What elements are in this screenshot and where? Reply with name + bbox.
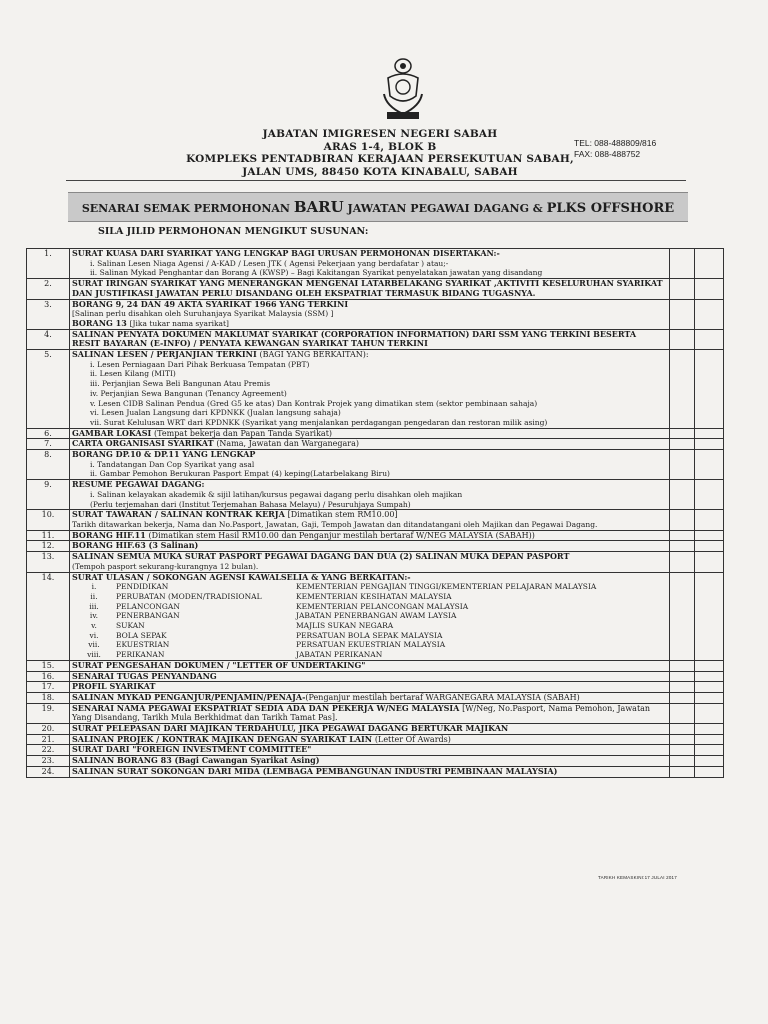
item-description: [70, 541, 670, 552]
item-title: [72, 693, 667, 703]
agency-name: MAJLIS SUKAN NEGARA: [296, 621, 394, 631]
item-title-bold: SALINAN PROJEK / KONTRAK MAJIKAN DENGAN SYARIKAT LAIN: [72, 733, 375, 744]
check-box-2[interactable]: [695, 530, 724, 541]
item-title-bold: PROFIL SYARIKAT: [72, 681, 156, 692]
item-number: 17.: [27, 682, 70, 693]
agency-row: [72, 592, 667, 602]
agency-row: [72, 602, 667, 612]
item-title: [72, 735, 667, 745]
item-title-bold: SURAT KUASA DARI SYARIKAT YANG LENGKAP BAGI URUSAN PERMOHONAN DISERTAKAN:-: [72, 248, 500, 258]
banner-text-3: JAWATAN PEGAWAI DAGANG &: [343, 202, 547, 215]
item-subpoint: i. Salinan kelayakan akademik & sijil latihan/kursus pegawai dagang perlu disahkan oleh majikan: [90, 489, 463, 499]
agency-field: PERIKANAN: [116, 650, 165, 660]
check-box-2[interactable]: [695, 724, 724, 735]
check-box-2[interactable]: [695, 329, 724, 349]
update-date: TARIKH KEMASKINI:17 JULAI 2017: [598, 875, 677, 880]
agency-field: SUKAN: [116, 621, 145, 631]
agency-index: iii.: [89, 601, 99, 611]
title-banner: [68, 192, 688, 222]
checklist-row: [27, 572, 724, 660]
check-box-2[interactable]: [695, 660, 724, 671]
agency-index: v.: [91, 621, 97, 631]
agency-field: PERUBATAN (MODEN/TRADISIONAL: [116, 591, 262, 601]
check-box-2[interactable]: [695, 439, 724, 450]
item-number: 23.: [27, 756, 70, 767]
item-title-bold: SURAT DARI "FOREIGN INVESTMENT COMMITTEE": [72, 744, 312, 755]
agency-field: BOLA SEPAK: [116, 630, 167, 640]
check-box-1[interactable]: [670, 745, 695, 756]
item-title-bold: SALINAN SEMUA MUKA SURAT PASPORT PEGAWAI DAGANG DAN DUA (2) SALINAN MUKA DEPAN PASPORT: [72, 551, 570, 562]
item-description: [70, 671, 670, 682]
agency-row: [72, 640, 667, 650]
item-title: [72, 429, 667, 439]
item-number: 5.: [27, 350, 70, 429]
item-subpoint: i. Lesen Perniagaan Dari Pihak Berkuasa Tempatan (PBT): [90, 359, 310, 369]
item-number: 4.: [27, 329, 70, 349]
item-title: [72, 541, 667, 551]
item-title-note: (Tempat bekerja dan Papan Tanda Syarikat): [154, 428, 333, 438]
item-subpoint: vi. Lesen Jualan Langsung dari KPDNKK (Jualan langsung sahaja): [90, 408, 341, 418]
item-title-bold: SURAT TAWARAN / SALINAN KONTRAK KERJA: [72, 509, 288, 520]
agency-name: KEMENTERIAN PENGAJIAN TINGGI/KEMENTERIAN PELAJARAN MALAYSIA: [296, 582, 597, 592]
item-description: [70, 692, 670, 703]
check-box-1[interactable]: [670, 766, 695, 777]
check-box-1[interactable]: [670, 692, 695, 703]
item-description: [70, 756, 670, 767]
header-line-1: JABATAN IMIGRESEN NEGERI SABAH: [262, 128, 498, 140]
check-box-1[interactable]: [670, 480, 695, 510]
checklist-row: [27, 279, 724, 299]
checklist-row: [27, 530, 724, 541]
item-description: [70, 552, 670, 572]
check-box-1[interactable]: [670, 439, 695, 450]
check-box-1[interactable]: [670, 249, 695, 279]
item-extra-note: [Jika tukar nama syarikat]: [129, 318, 229, 328]
check-box-1[interactable]: [670, 279, 695, 299]
item-title-note: (Dimatikan stem Hasil RM10.00 dan Penganjur mestilah bertaraf W/NEG MALAYSIA (SABAH)): [148, 530, 535, 540]
item-title-bold: SURAT ULASAN / SOKONGAN AGENSI KAWALSELIA & YANG BERKAITAN:-: [72, 571, 411, 582]
agency-index: i.: [91, 582, 97, 592]
item-title-bold: SENARAI TUGAS PENYANDANG: [72, 670, 217, 681]
check-box-2[interactable]: [695, 450, 724, 480]
item-title: [72, 756, 667, 766]
check-box-2[interactable]: [695, 541, 724, 552]
item-title-bold: BORANG DP.10 & DP.11 YANG LENGKAP: [72, 449, 256, 460]
department-header: [180, 128, 580, 178]
check-box-2[interactable]: [695, 756, 724, 767]
item-title-bold: SENARAI NAMA PEGAWAI EKSPATRIAT SEDIA ADA DAN PEKERJA W/NEG MALAYSIA: [72, 702, 463, 713]
item-description: [70, 734, 670, 745]
header-line-4: JALAN UMS, 88450 KOTA KINABALU, SABAH: [242, 165, 518, 178]
item-description: [70, 682, 670, 693]
immigration-crest-logo: [380, 56, 426, 124]
item-description: [70, 703, 670, 723]
check-box-2[interactable]: [695, 745, 724, 756]
header-line-3: KOMPLEKS PENTADBIRAN KERAJAAN PERSEKUTUAN SABAH,: [186, 153, 574, 165]
checklist-row: [27, 552, 724, 572]
item-title-note: (Penganjur mestilah bertaraf WARGANEGARA MALAYSIA (SABAH): [305, 692, 580, 702]
item-title: [72, 249, 667, 259]
check-box-1[interactable]: [670, 299, 695, 329]
item-subpoint: (Perlu terjemahan dari (Institut Terjemahan Bahasa Melayu) / Pesuruhjaya Sumpah): [90, 499, 411, 509]
check-box-2[interactable]: [695, 671, 724, 682]
item-description: [70, 450, 670, 480]
agency-field: PELANCONGAN: [116, 601, 180, 611]
item-title-bold: BORANG HIF.11: [72, 529, 149, 540]
check-box-1[interactable]: [670, 572, 695, 660]
item-title: [72, 682, 667, 692]
agency-index: vi.: [89, 630, 99, 640]
checklist-row: [27, 682, 724, 693]
check-box-2[interactable]: [695, 428, 724, 439]
item-note: Tarikh ditawarkan bekerja, Nama dan No.Pasport, Jawatan, Gaji, Tempoh Jawatan dan ditandatangani oleh Majikan dan Pegawai Dagang.: [72, 519, 598, 529]
item-title-bold: SURAT IRINGAN SYARIKAT YANG MENERANGKAN MENGENAI LATARBELAKANG SYARIKAT ,AKTIVITI KESELURUHAN SYARIKAT DAN JUSTIFIKASI JAWATAN PERLU DISANDANG OLEH EKSPATRIAT TERMASUK BIDANG TUGASNYA.: [72, 278, 663, 298]
check-box-1[interactable]: [670, 724, 695, 735]
banner-text-plks: PLKS OFFSHORE: [546, 201, 675, 216]
check-box-1[interactable]: [670, 510, 695, 530]
item-title: [72, 480, 667, 490]
agency-index: iv.: [89, 611, 99, 621]
check-box-2[interactable]: [695, 350, 724, 429]
item-subpoint: iv. Perjanjian Sewa Bangunan (Tenancy Agreement): [90, 388, 287, 398]
item-description: [70, 660, 670, 671]
item-description: [70, 745, 670, 756]
item-subpoint: ii. Gambar Pemohon Berukuran Pasport Empat (4) keping(Latarbelakang Biru): [90, 469, 390, 479]
agency-index: viii.: [87, 650, 101, 660]
item-title: [72, 300, 667, 310]
item-number: 21.: [27, 734, 70, 745]
checklist-row: [27, 439, 724, 450]
check-box-2[interactable]: [695, 299, 724, 329]
item-number: 22.: [27, 745, 70, 756]
agency-row: [72, 582, 667, 592]
instruction-text: SILA JILID PERMOHONAN MENGIKUT SUSUNAN:: [98, 226, 369, 237]
check-box-2[interactable]: [695, 279, 724, 299]
item-title-bold: BORANG 9, 24 DAN 49 AKTA SYARIKAT 1966 YANG TERKINI: [72, 298, 349, 309]
check-box-1[interactable]: [670, 734, 695, 745]
item-title-note: (Letter Of Awards): [374, 734, 451, 744]
item-title: [72, 330, 667, 349]
item-title-bold: SALINAN PENYATA DOKUMEN MAKLUMAT SYARIKAT (CORPORATION INFORMATION) DARI SSM YANG TERKINI BESERTA RESIT BAYARAN (E-INFO) / PENYATA KEWANGAN SYARIKAT TAHUN TERKINI: [72, 328, 637, 349]
agency-name: KEMENTERIAN KESIHATAN MALAYSIA: [296, 591, 452, 601]
item-title: [72, 552, 667, 562]
item-title-note: (BAGI YANG BERKAITAN):: [259, 350, 369, 360]
item-description: [70, 530, 670, 541]
check-box-2[interactable]: [695, 734, 724, 745]
checklist-row: [27, 703, 724, 723]
check-box-2[interactable]: [695, 249, 724, 279]
banner-text-baru: BARU: [293, 198, 344, 216]
item-number: 24.: [27, 766, 70, 777]
agency-name: JABATAN PERIKANAN: [296, 650, 383, 660]
item-title: [72, 661, 667, 671]
item-number: 8.: [27, 450, 70, 480]
check-box-1[interactable]: [670, 428, 695, 439]
check-box-2[interactable]: [695, 766, 724, 777]
item-title-bold: SURAT PENGESAHAN DOKUMEN / "LETTER OF UNDERTAKING": [72, 659, 366, 670]
checklist-row: [27, 734, 724, 745]
checklist-row: [27, 450, 724, 480]
item-title: [72, 745, 667, 755]
contact-info: [574, 138, 656, 160]
item-number: 3.: [27, 299, 70, 329]
item-title-bold: RESUME PEGAWAI DAGANG:: [72, 479, 205, 490]
item-number: 16.: [27, 671, 70, 682]
check-box-1[interactable]: [670, 671, 695, 682]
item-description: [70, 724, 670, 735]
item-title-bold: SALINAN LESEN / PERJANJIAN TERKINI: [72, 349, 260, 360]
header-divider: [66, 180, 686, 181]
item-title-bold: SALINAN BORANG 83 (Bagi Cawangan Syarikat Asing): [72, 755, 320, 766]
agency-row: [72, 611, 667, 621]
fax: FAX: 088-488752: [574, 149, 641, 159]
check-box-1[interactable]: [670, 756, 695, 767]
item-note: (Tempoh pasport sekurang-kurangnya 12 bulan).: [72, 561, 259, 571]
item-extra-bold: BORANG 13: [72, 317, 130, 328]
item-subpoint: ii. Salinan Mykad Penghantar dan Borang A (KWSP) – Bagi Kakitangan Syarikat penyelatakan jawatan yang disandang: [90, 268, 543, 278]
checklist-row: [27, 329, 724, 349]
agency-name: JABATAN PENERBANGAN AWAM LAYSIA: [296, 611, 457, 621]
item-number: 18.: [27, 692, 70, 703]
item-description: [70, 279, 670, 299]
item-title: [72, 573, 667, 583]
agency-name: PERSATUAN BOLA SEPAK MALAYSIA: [296, 630, 443, 640]
check-box-2[interactable]: [695, 572, 724, 660]
item-number: 20.: [27, 724, 70, 735]
checklist-row: [27, 480, 724, 510]
checklist-row: [27, 766, 724, 777]
item-title-bold: GAMBAR LOKASI: [72, 427, 155, 438]
item-description: [70, 329, 670, 349]
banner-text-1: SENARAI SEMAK PERMOHONAN: [81, 202, 294, 215]
item-title: [72, 767, 667, 777]
item-title-note: (Nama, Jawatan dan Warganegara): [216, 439, 360, 449]
item-number: 14.: [27, 572, 70, 660]
agency-index: ii.: [90, 591, 98, 601]
item-title-note: [W/Neg, No.Pasport, Nama Pemohon, Jawatan Yang Disandang, Tarikh Mula Berkhidmat dan Tarikh Tamat Pas].: [72, 703, 651, 723]
agency-name: KEMENTERIAN PELANCONGAN MALAYSIA: [296, 601, 469, 611]
check-box-1[interactable]: [670, 450, 695, 480]
item-description: [70, 766, 670, 777]
item-description: [70, 439, 670, 450]
item-description: [70, 428, 670, 439]
check-box-2[interactable]: [695, 480, 724, 510]
agency-row: [72, 631, 667, 641]
header-line-2: ARAS 1-4, BLOK B: [323, 140, 437, 153]
check-box-1[interactable]: [670, 541, 695, 552]
check-box-2[interactable]: [695, 703, 724, 723]
checklist-row: [27, 350, 724, 429]
checklist-row: [27, 541, 724, 552]
check-box-2[interactable]: [695, 510, 724, 530]
item-number: 15.: [27, 660, 70, 671]
item-title-bold: SURAT PELEPASAN DARI MAJIKAN TERDAHULU, JIKA PEGAWAI DAGANG BERTUKAR MAJIKAN: [72, 723, 509, 734]
item-title: [72, 672, 667, 682]
check-box-1[interactable]: [670, 682, 695, 693]
checklist-row: [27, 692, 724, 703]
item-title-bold: CARTA ORGANISASI SYARIKAT: [72, 438, 217, 449]
item-title-bold: SALINAN MYKAD PENGANJUR/PENJAMIN/PENAJA-: [72, 691, 306, 702]
check-box-2[interactable]: [695, 552, 724, 572]
item-number: 13.: [27, 552, 70, 572]
checklist-row: [27, 660, 724, 671]
checklist-row: [27, 249, 724, 279]
agency-field: PENDIDIKAN: [116, 582, 169, 592]
item-description: [70, 510, 670, 530]
item-description: [70, 480, 670, 510]
item-subpoint: i. Tandatangan Dan Cop Syarikat yang asal: [90, 459, 255, 469]
item-subpoint: iii. Perjanjian Sewa Beli Bangunan Atau Premis: [90, 379, 271, 389]
item-title: [72, 350, 667, 360]
agency-row: [72, 650, 667, 660]
checklist-row: [27, 724, 724, 735]
item-number: 2.: [27, 279, 70, 299]
item-number: 19.: [27, 703, 70, 723]
item-description: [70, 572, 670, 660]
checklist-row: [27, 671, 724, 682]
check-box-2[interactable]: [695, 682, 724, 693]
item-title-note: [Dimatikan stem RM10.00]: [287, 510, 398, 520]
item-subpoint: i. Salinan Lesen Niaga Agensi / A-KAD / Lesen JTK ( Agensi Pekerjaan yang berdafatar ) atau;-: [90, 258, 449, 268]
item-title: [72, 450, 667, 460]
item-number: 12.: [27, 541, 70, 552]
item-title: [72, 531, 667, 541]
item-title-bold: SALINAN SURAT SOKONGAN DARI MIDA (LEMBAGA PEMBANGUNAN INDUSTRI PEMBINAAN MALAYSIA): [72, 765, 558, 776]
item-title: [72, 510, 667, 520]
item-title: [72, 439, 667, 449]
item-description: [70, 299, 670, 329]
checklist-row: [27, 299, 724, 329]
checklist-row: [27, 510, 724, 530]
item-number: 1.: [27, 249, 70, 279]
check-box-1[interactable]: [670, 552, 695, 572]
check-box-2[interactable]: [695, 692, 724, 703]
item-title: [72, 279, 667, 298]
item-number: 11.: [27, 530, 70, 541]
check-box-1[interactable]: [670, 350, 695, 429]
checklist-row: [27, 756, 724, 767]
item-number: 6.: [27, 428, 70, 439]
agency-field: EKUESTRIAN: [116, 640, 170, 650]
checklist-table: [26, 248, 724, 778]
item-description: [70, 350, 670, 429]
telephone: TEL: 088-488809/816: [574, 138, 657, 148]
item-title: [72, 724, 667, 734]
check-box-1[interactable]: [670, 703, 695, 723]
agency-index: vii.: [88, 640, 100, 650]
check-box-1[interactable]: [670, 660, 695, 671]
item-number: 10.: [27, 510, 70, 530]
item-title: [72, 704, 667, 723]
item-subpoint: v. Lesen CIDB Salinan Pendua (Gred G5 ke atas) Dan Kontrak Projek yang dimatikan stem (sektor pembinaan sahaja): [90, 398, 538, 408]
check-box-1[interactable]: [670, 329, 695, 349]
checklist-row: [27, 428, 724, 439]
item-extra: [72, 319, 667, 329]
item-title-bold: BORANG HIF.63 (3 Salinan): [72, 540, 199, 551]
item-subpoint: ii. Lesen Kilang (MITI): [90, 369, 176, 379]
item-subpoint: vii. Surat Kelulusan WRT dari KPDNKK (Syarikat yang menjalankan perdagangan pengedaran dan restoran milik asing): [90, 417, 548, 427]
agency-field: PENERBANGAN: [116, 611, 180, 621]
item-description: [70, 249, 670, 279]
item-number: 7.: [27, 439, 70, 450]
item-number: 9.: [27, 480, 70, 510]
agency-row: [72, 621, 667, 631]
item-note: [Salinan perlu disahkan oleh Suruhanjaya Syarikat Malaysia (SSM) ]: [72, 309, 334, 319]
agency-name: PERSATUAN EKUESTRIAN MALAYSIA: [296, 640, 446, 650]
check-box-1[interactable]: [670, 530, 695, 541]
checklist-row: [27, 745, 724, 756]
